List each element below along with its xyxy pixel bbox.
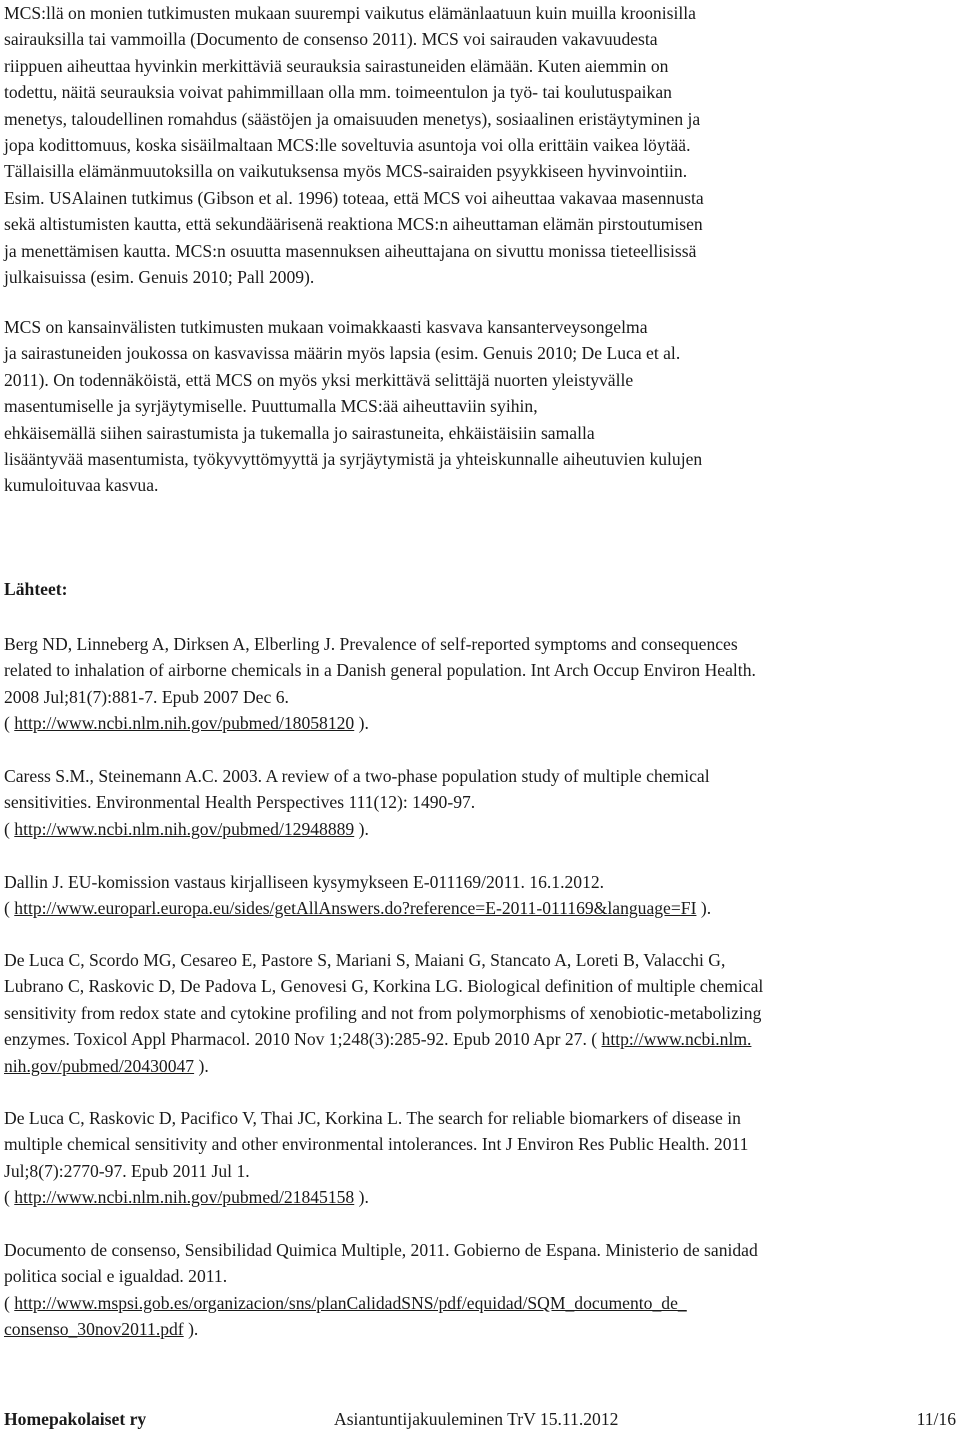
text-line: masentumiselle ja syrjäytymiselle. Puuttumalla MCS:ää aiheuttaviin syihin,: [4, 396, 538, 417]
reference-text-line: Documento de consenso, Sensibilidad Quimica Multiple, 2011. Gobierno de Espana. Ministerio de sanidad: [4, 1240, 758, 1260]
body-paragraph-2: [4, 314, 949, 499]
reference-text-line: 2008 Jul;81(7):881-7. Epub 2007 Dec 6.: [4, 686, 289, 707]
text-line: todettu, näitä seurauksia voivat pahimmillaan olla mm. toimeentulon ja työ- tai koulutuspaikan: [4, 82, 672, 103]
reference-text-line: sensitivity from redox state and cytokine profiling and not from polymorphisms of xenobiotic-metabolizing: [4, 1002, 762, 1023]
reference-link[interactable]: http://www.mspsi.gob.es/organizacion/sns/planCalidadSNS/pdf/equidad/SQM_documento_de_: [14, 1292, 687, 1313]
reference-text-fragment: enzymes. Toxicol Appl Pharmacol. 2010 Nov 1;248(3):285-92. Epub 2010 Apr 27. (: [4, 1029, 602, 1050]
link-suffix: ).: [354, 818, 369, 839]
reference-text-line: Berg ND, Linneberg A, Dirksen A, Elberling J. Prevalence of self-reported symptoms and consequences: [4, 634, 738, 654]
text-line: ja menettämisen kautta. MCS:n osuutta masennuksen aiheuttajana on sivuttu monissa tieteellisissä: [4, 240, 697, 261]
text-line: kumuloituvaa kasvua.: [4, 475, 159, 496]
reference-text-line: Dallin J. EU-komission vastaus kirjalliseen kysymykseen E-011169/2011. 16.1.2012.: [4, 872, 605, 892]
reference-text-line: related to inhalation of airborne chemicals in a Danish general population. Int Arch Occup Environ Health.: [4, 660, 756, 681]
text-line: sairauksilla tai vammoilla (Documento de consenso 2011). MCS voi sairauden vakavuudesta: [4, 29, 658, 50]
footer-organization: Homepakolaiset ry: [4, 1409, 147, 1429]
link-prefix: (: [4, 898, 15, 919]
page-number: 11/16: [916, 1409, 956, 1429]
reference-text-line: De Luca C, Raskovic D, Pacifico V, Thai JC, Korkina L. The search for reliable biomarkers of disease in: [4, 1108, 741, 1128]
text-line: 2011). On todennäköistä, että MCS on myös yksi merkittävä selittäjä nuorten yleistyvälle: [4, 369, 634, 390]
text-line: julkaisuissa (esim. Genuis 2010; Pall 2009).: [4, 267, 315, 288]
reference-text-line: politica social e igualdad. 2011.: [4, 1266, 228, 1287]
text-line: ehkäisemällä siihen sairastumista ja tukemalla jo sairastuneita, ehkäistäisiin samalla: [4, 422, 595, 443]
reference-item: [4, 869, 949, 922]
reference-link[interactable]: http://www.ncbi.nlm.nih.gov/pubmed/21845158: [14, 1187, 355, 1208]
link-suffix: ).: [696, 898, 712, 919]
reference-link-line: [4, 710, 949, 736]
sources-heading: Lähteet:: [4, 579, 68, 599]
link-prefix: (: [4, 1292, 15, 1313]
link-prefix: (: [4, 1187, 15, 1208]
reference-link-continued[interactable]: consenso_30nov2011.pdf: [4, 1319, 184, 1340]
reference-text-line: Caress S.M., Steinemann A.C. 2003. A review of a two-phase population study of multiple chemical: [4, 766, 710, 786]
text-line: jopa kodittomuus, koska sisäilmaltaan MCS:lle soveltuvia asuntoja voi olla erittäin vaikea löytää.: [4, 135, 691, 156]
reference-item: [4, 947, 949, 1079]
reference-text-line: sensitivities. Environmental Health Perspectives 111(12): 1490-97.: [4, 792, 476, 813]
reference-text-line: multiple chemical sensitivity and other environmental intolerances. Int J Environ Res Public Health. 2011: [4, 1134, 749, 1155]
text-line: sekä altistumisten kautta, että sekundäärisenä reaktiona MCS:n aiheuttaman elämän pirstoutumisen: [4, 214, 703, 235]
reference-link[interactable]: http://www.europarl.europa.eu/sides/getAllAnswers.do?reference=E-2011-011169&language=FI: [14, 898, 697, 919]
text-line: riippuen aiheuttaa hyvinkin merkittäviä seurauksia sairastuneiden elämään. Kuten aiemmin on: [4, 55, 669, 76]
reference-link-line: [4, 1290, 949, 1316]
link-suffix: ).: [194, 1055, 209, 1076]
reference-link-line: [4, 816, 949, 842]
text-line: Tällaisilla elämänmuutoksilla on vaikutuksensa myös MCS-sairaiden psyykkiseen hyvinvointiin.: [4, 161, 688, 182]
link-suffix: ).: [183, 1319, 199, 1340]
reference-link-line: [4, 895, 949, 921]
reference-text-line: Jul;8(7):2770-97. Epub 2011 Jul 1.: [4, 1160, 250, 1181]
reference-item: [4, 763, 949, 842]
reference-text-line: [4, 1026, 949, 1052]
reference-link-line: [4, 1316, 949, 1342]
text-line: ja sairastuneiden joukossa on kasvavissa määrin myös lapsia (esim. Genuis 2010; De Luca et al.: [4, 343, 681, 364]
reference-item: [4, 1237, 949, 1343]
reference-text-line: Lubrano C, Raskovic D, De Padova L, Genovesi G, Korkina LG. Biological definition of multiple chemical: [4, 976, 764, 997]
reference-link-line: [4, 1053, 949, 1079]
text-line: lisääntyvää masentumista, työkyvyttömyyttä ja syrjäytymistä ja yhteiskunnalle aiheutuvien kulujen: [4, 449, 703, 470]
footer-title-date: Asiantuntijakuuleminen TrV 15.11.2012: [334, 1409, 619, 1429]
text-line: Esim. USAlainen tutkimus (Gibson et al. 1996) toteaa, että MCS voi aiheuttaa vakavaa masennusta: [4, 187, 704, 208]
reference-link[interactable]: http://www.ncbi.nlm.nih.gov/pubmed/18058120: [14, 713, 355, 734]
link-prefix: (: [4, 818, 15, 839]
text-line: MCS:llä on monien tutkimusten mukaan suurempi vaikutus elämänlaatuun kuin muilla kroonisilla: [4, 3, 696, 23]
reference-item: [4, 631, 949, 737]
reference-link-continued[interactable]: nih.gov/pubmed/20430047: [4, 1055, 195, 1076]
reference-item: [4, 1105, 949, 1211]
link-suffix: ).: [354, 713, 369, 734]
link-prefix: (: [4, 713, 15, 734]
page-footer: [4, 1407, 956, 1431]
body-paragraph-1: [4, 0, 949, 290]
reference-link-line: [4, 1184, 949, 1210]
reference-text-line: De Luca C, Scordo MG, Cesareo E, Pastore S, Mariani S, Maiani G, Stancato A, Loreti B, Valacchi G,: [4, 950, 726, 970]
reference-link[interactable]: http://www.ncbi.nlm.nih.gov/pubmed/12948889: [14, 818, 355, 839]
link-suffix: ).: [354, 1187, 369, 1208]
text-line: MCS on kansainvälisten tutkimusten mukaan voimakkaasti kasvava kansanterveysongelma: [4, 317, 648, 337]
text-line: menetys, taloudellinen romahdus (säästöjen ja omaisuuden menetys), sosiaalinen eristäytyminen ja: [4, 108, 701, 129]
reference-link[interactable]: http://www.ncbi.nlm.: [601, 1029, 752, 1050]
